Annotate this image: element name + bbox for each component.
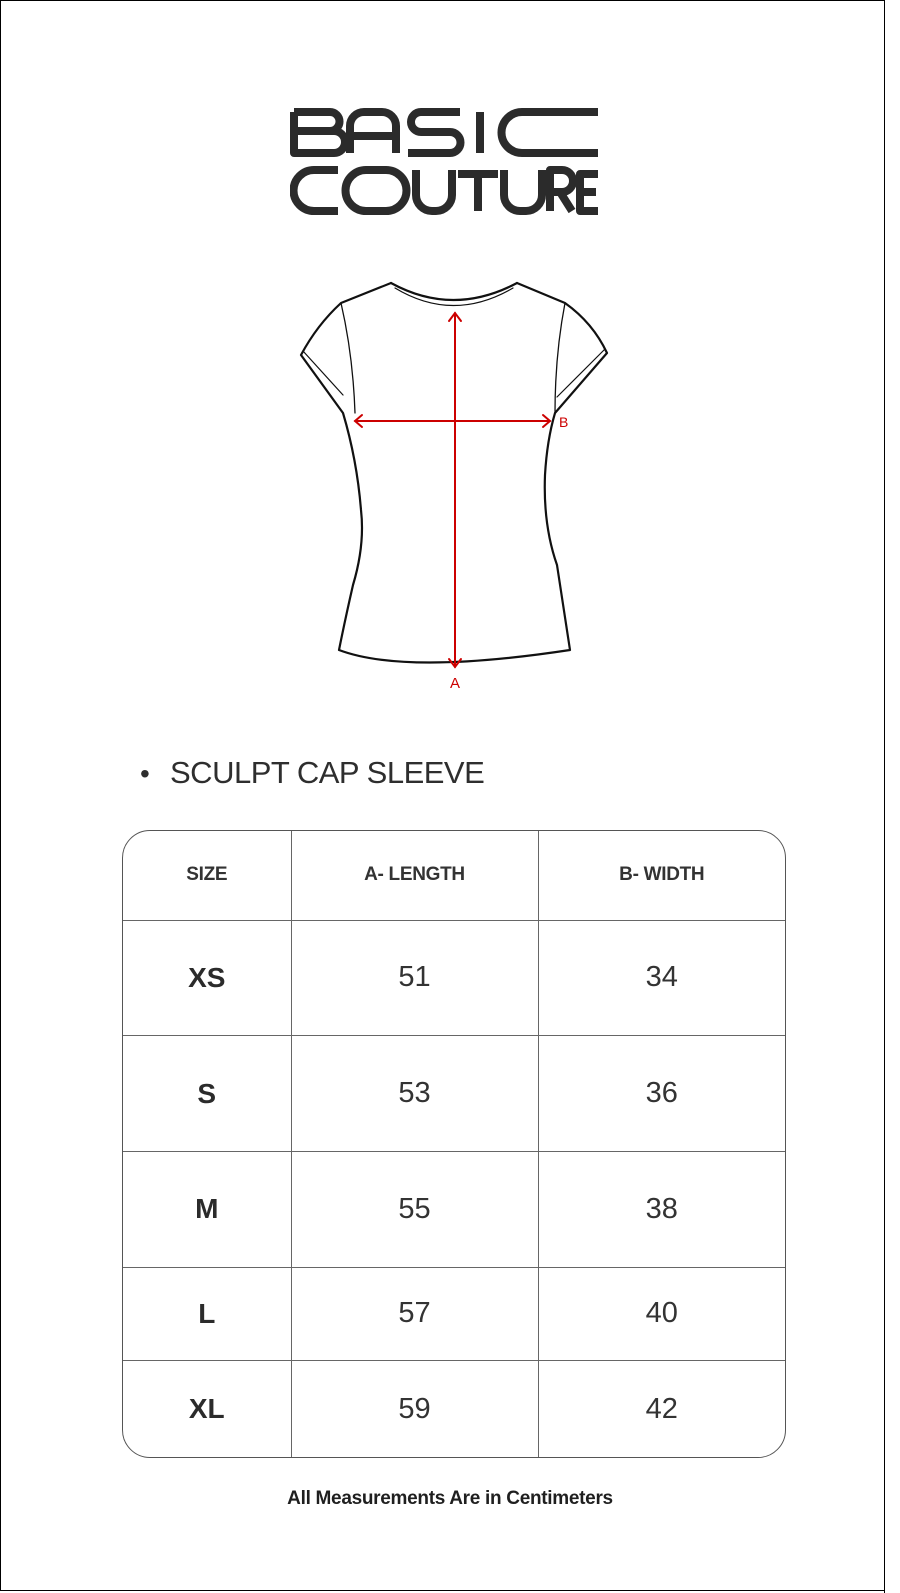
size-cell: XL [123,1361,291,1457]
size-cell: XS [123,920,291,1036]
length-cell: 59 [291,1361,538,1457]
width-cell: 36 [538,1036,785,1152]
length-cell: 51 [291,920,538,1036]
length-cell: 55 [291,1151,538,1267]
brand-logo [290,100,610,225]
width-label: B [559,414,569,430]
length-cell: 57 [291,1267,538,1360]
table-row [123,1036,785,1152]
size-cell: S [123,1036,291,1152]
garment-diagram [295,275,625,705]
table-row [123,1361,785,1457]
width-cell: 34 [538,920,785,1036]
style-name: SCULPT CAP SLEEVE [170,755,485,790]
table-row [123,1151,785,1267]
length-label: A [449,675,461,692]
width-cell: 42 [538,1361,785,1457]
size-chart-table [122,830,786,1458]
bullet-icon: • [140,758,150,789]
table-row [123,920,785,1036]
size-cell: L [123,1267,291,1360]
header-length: A- LENGTH [291,831,538,920]
header-size: SIZE [123,831,291,920]
header-width: B- WIDTH [538,831,785,920]
table-row [123,1267,785,1360]
tshirt-outline [295,275,625,705]
measurement-footnote: All Measurements Are in Centimeters [287,1488,613,1509]
size-cell: M [123,1151,291,1267]
width-cell: 38 [538,1151,785,1267]
length-cell: 53 [291,1036,538,1152]
logo-artwork [290,100,610,225]
table-header-row [123,831,785,920]
width-cell: 40 [538,1267,785,1360]
page-frame-right [884,0,900,1593]
style-name-item [140,755,484,791]
